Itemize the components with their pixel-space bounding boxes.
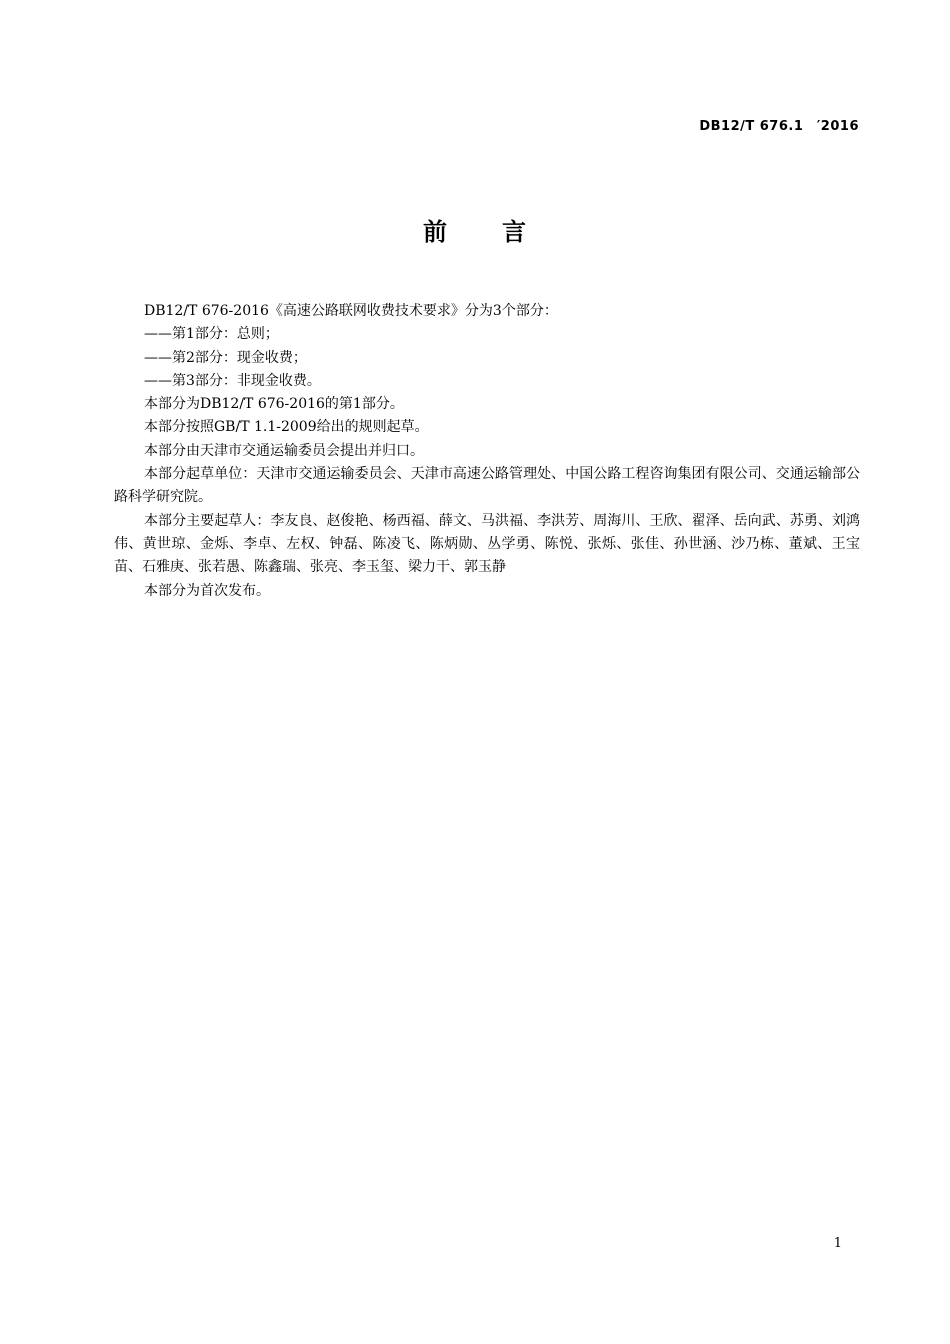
paragraph-part-3: ——第3部分：非现金收费。: [144, 372, 321, 389]
paragraph-part-2: ——第2部分：现金收费；: [144, 349, 307, 366]
paragraph-drafting-rules: 本部分按照GB/T 1.1-2009给出的规则起草。: [144, 419, 429, 436]
paragraph-part-1: ——第1部分：总则；: [144, 326, 279, 343]
paragraph-this-part: 本部分为DB12/T 676-2016的第1部分。: [144, 396, 404, 413]
page-title-char-2: 言: [502, 218, 527, 246]
paragraph-proposer: 本部分由天津市交通运输委员会提出并归口。: [144, 442, 424, 459]
paragraph-drafting-units: 本部分起草单位：天津市交通运输委员会、天津市高速公路管理处、中国公路工程咨询集团有限公司、交通运输部公路科学研究院。: [114, 466, 860, 506]
paragraph-parts-intro: DB12/T 676-2016《高速公路联网收费技术要求》分为3个部分：: [144, 303, 558, 319]
page-title: [0, 212, 950, 247]
paragraph-first-release: 本部分为首次发布。: [144, 582, 270, 599]
foreword-body: [114, 300, 860, 603]
paragraph-drafters: 本部分主要起草人：李友良、赵俊艳、杨西福、薛文、马洪福、李洪芳、周海川、王欣、翟泽、岳向武、苏勇、刘鸿伟、黄世琼、金烁、李卓、左权、钟磊、陈凌飞、陈炳勋、丛学勇、陈悦、张烁、张佳、孙世涵、沙乃栋、董斌、王宝苗、石雅庚、张若愚、陈鑫瑞、张亮、李玉玺、梁力干、郭玉静: [114, 512, 860, 576]
page-title-char-1: 前: [423, 218, 448, 246]
page-number: 1: [833, 1236, 842, 1251]
document-code: DB12/T 676.1 ′2016: [699, 119, 859, 134]
